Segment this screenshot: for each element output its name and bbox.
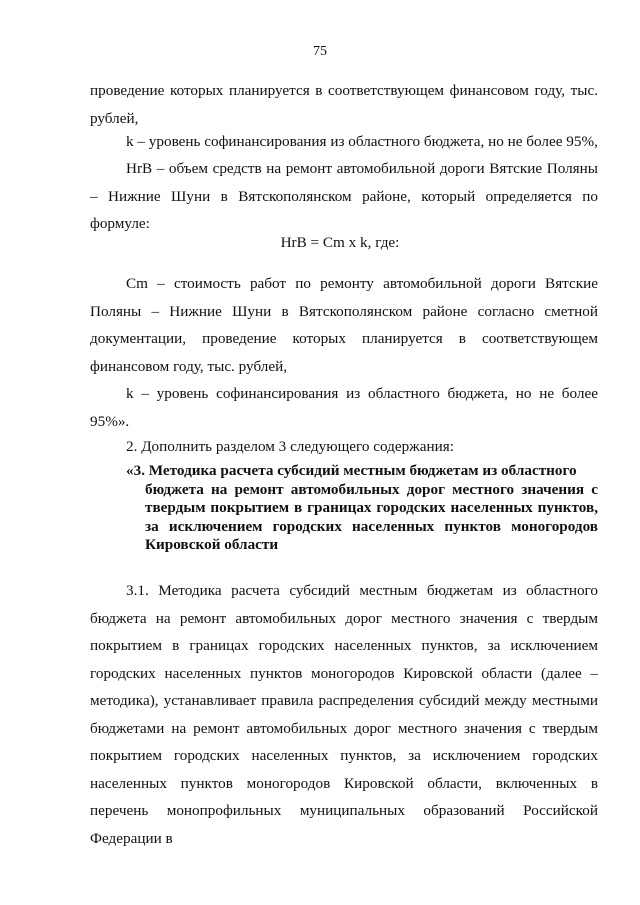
- paragraph-3-1: 3.1. Методика расчета субсидий местным бюджетам из областного бюджета на ремонт автомобильных дорог местного значения с твердым покрытием в границах городских населенных пунктов, за исключением городских населенных пунктов моногородов Кировской области (далее – методика), устанавливает правила распределения субсидий между местными бюджетами на ремонт автомобильных дорог местного значения с твердым покрытием городских населенных пунктов, за исключением городских населенных пунктов моногородов Кировской области, включенных в перечень монопрофильных муниципальных образований Российской Федерации в: [90, 582, 598, 847]
- paragraph-continuation: проведение которых планируется в соответствующем финансовом году, тыс. рублей,: [90, 82, 598, 127]
- paragraph-amendment: 2. Дополнить разделом 3 следующего содержания:: [126, 438, 454, 455]
- section-heading-rest: бюджета на ремонт автомобильных дорог местного значения с твердым покрытием в границах городских населенных пунктов, за исключением городских населенных пунктов моногородов Кировской области: [145, 480, 598, 554]
- formula: НrВ = Cm x k, где:: [280, 234, 400, 251]
- paragraph-cm-definition: Cm – стоимость работ по ремонту автомобильной дороги Вятские Поляны – Нижние Шуни в Вятскополянском районе согласно сметной документации, проведение которых планируется в соответствующем финансовом году, тыс. рублей,: [90, 275, 598, 375]
- section-heading: [126, 462, 598, 555]
- section-heading-line1: «3. Методика расчета субсидий местным бюджетам из областного: [126, 462, 577, 479]
- paragraph-k-definition-2: k – уровень софинансирования из областного бюджета, но не более 95%».: [90, 385, 598, 430]
- paragraph-hrv-definition: НrВ – объем средств на ремонт автомобильной дороги Вятские Поляны – Нижние Шуни в Вятскополянском районе, который определяется по формуле:: [90, 160, 598, 232]
- page-number: 75: [313, 44, 327, 59]
- paragraph-k-definition: k – уровень софинансирования из областного бюджета, но не более 95%,: [126, 133, 598, 150]
